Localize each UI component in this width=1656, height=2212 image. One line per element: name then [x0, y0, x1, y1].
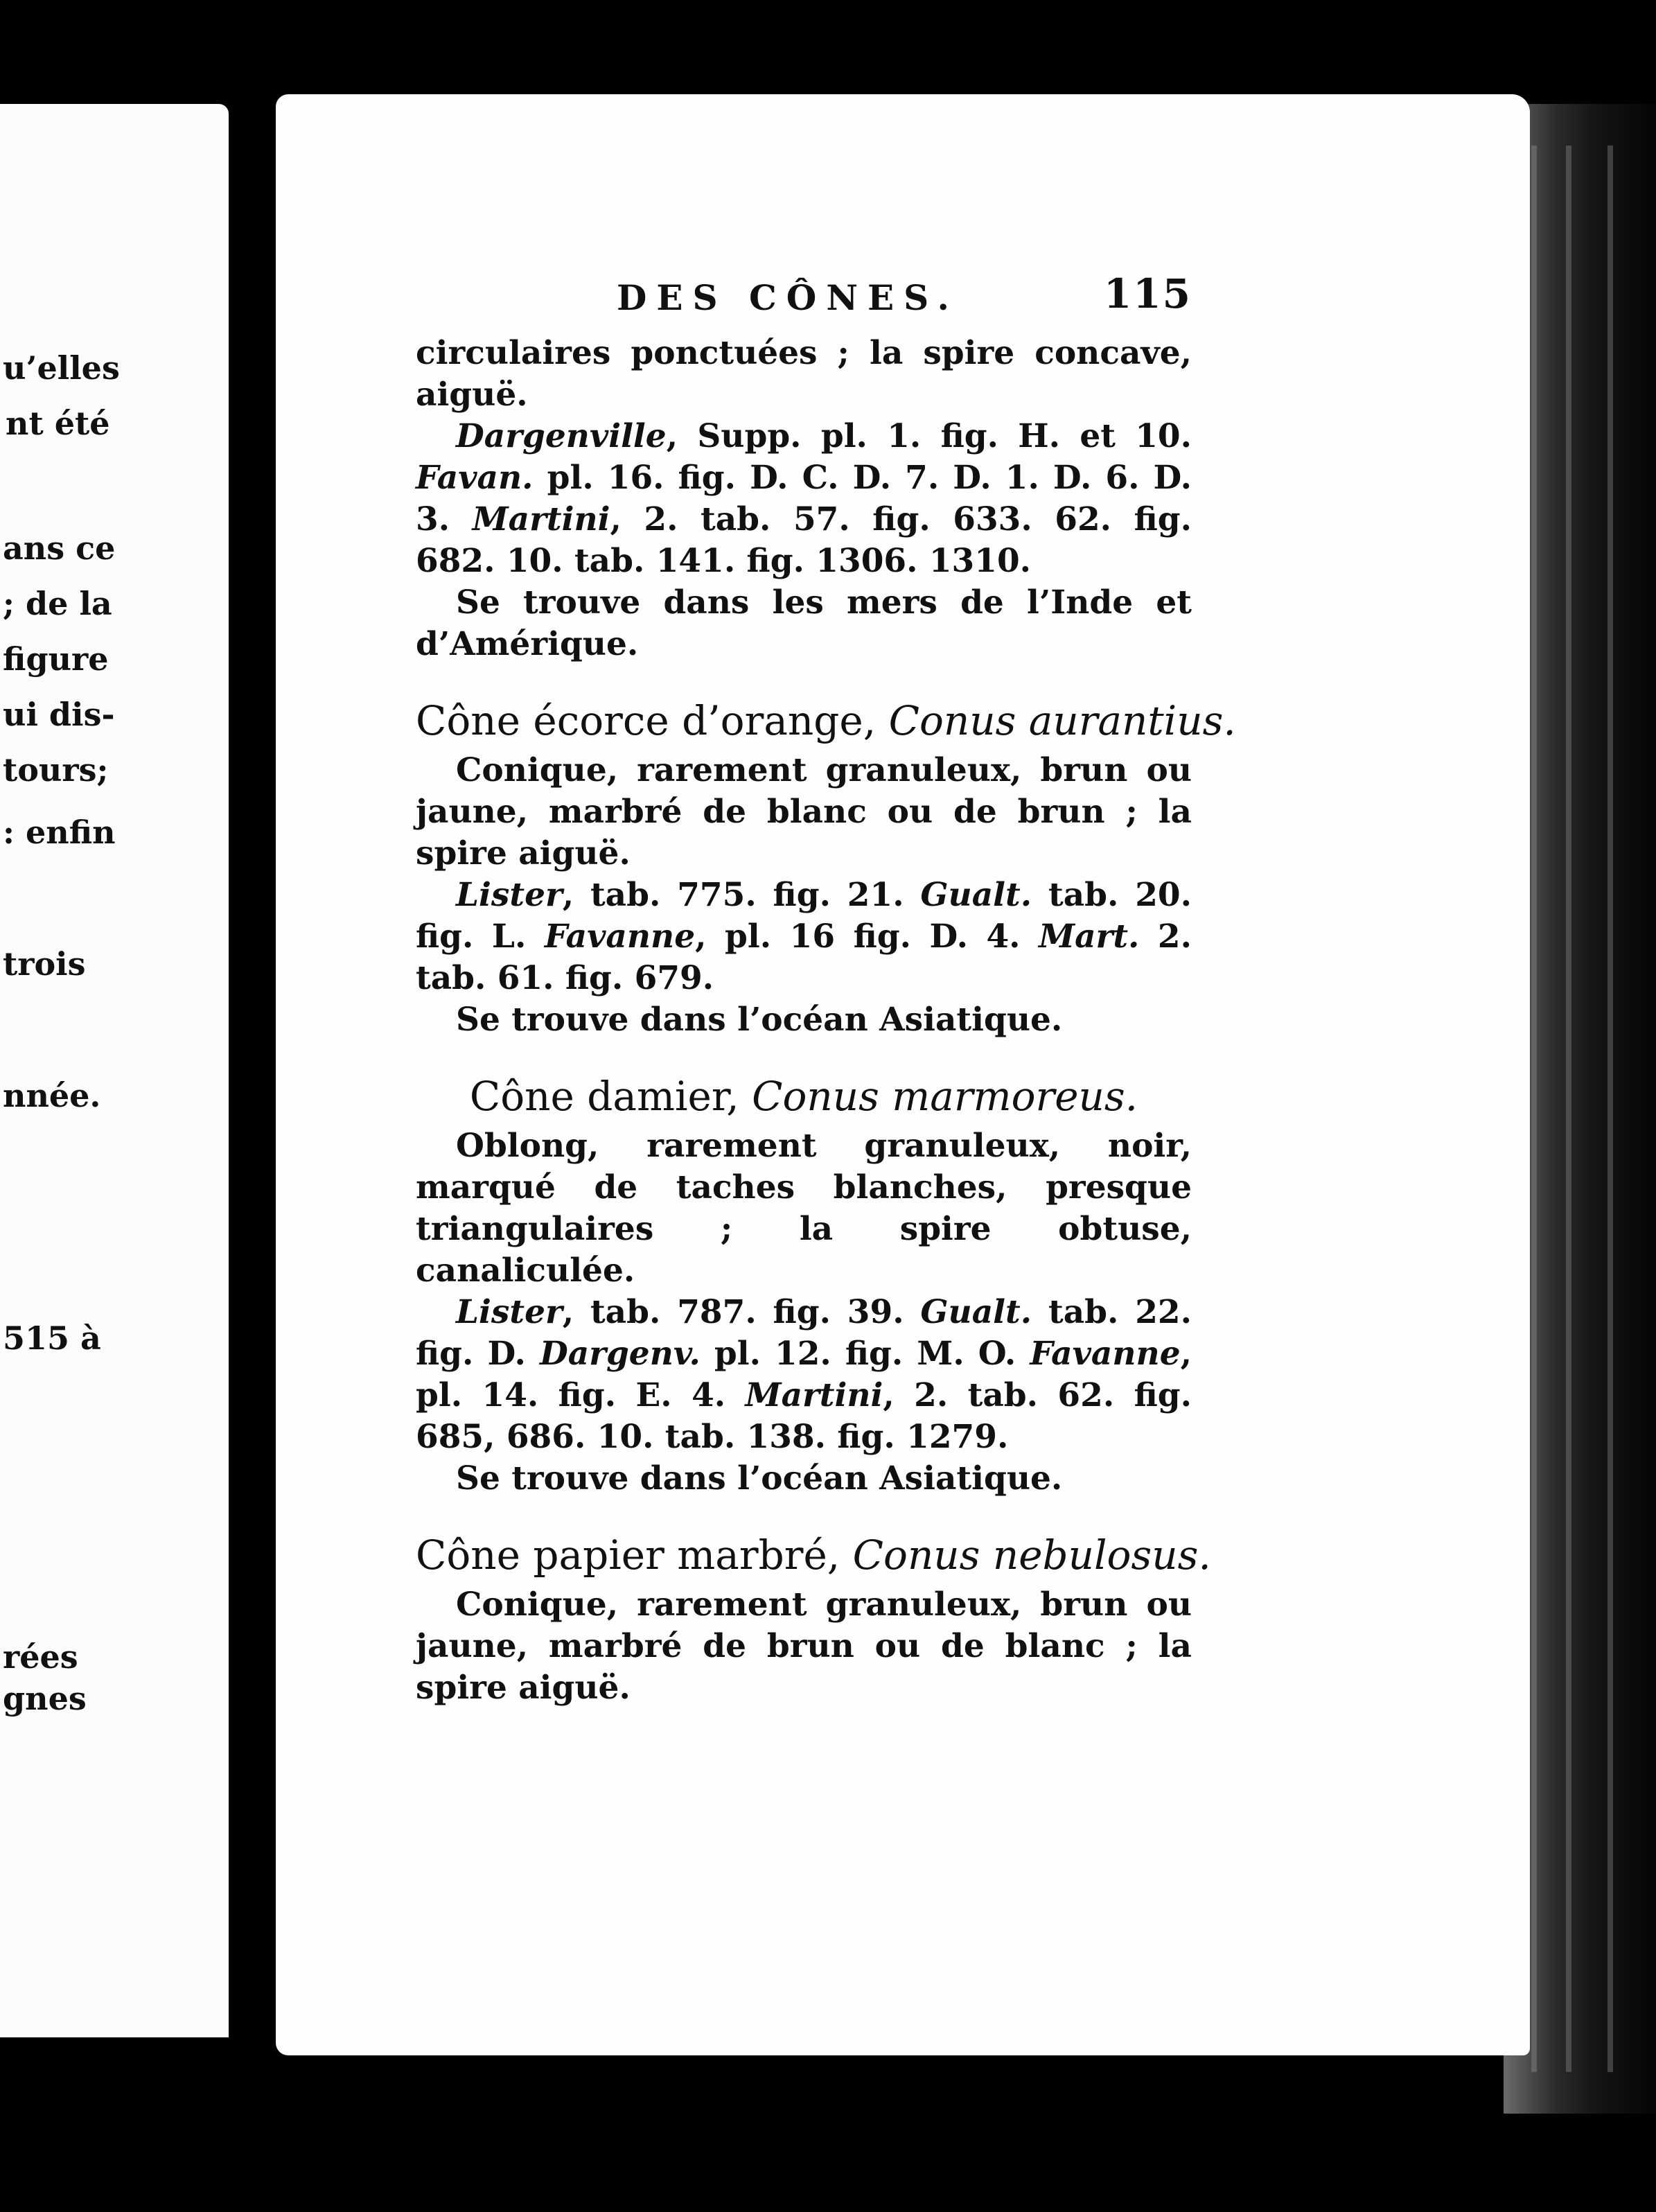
references [416, 875, 1192, 999]
habitat: Se trouve dans les mers de l’Inde et d’Amérique. [416, 583, 1192, 663]
habitat: Se trouve dans l’océan Asiatique. [456, 1001, 1063, 1039]
left-page-text: rées [3, 1638, 78, 1676]
french-name: Cône papier marbré, [416, 1531, 840, 1579]
reference-text: , pl. 16 fig. D. 4. [695, 918, 1039, 956]
reference-text: tab. 20. fig. L. [416, 876, 1192, 956]
entry-heading [416, 1529, 1211, 1581]
reference-author: Gualt. [920, 876, 1032, 914]
reference-text: , tab. 787. fig. 39. [562, 1293, 921, 1331]
references [416, 416, 1192, 582]
left-page-text: ; de la [3, 585, 112, 622]
entry-heading [416, 694, 1236, 747]
reference-author: Favanne [544, 918, 696, 956]
left-page-text: figure [3, 640, 109, 678]
left-page-text: tours; [3, 751, 109, 789]
reference-author: Dargenville [456, 417, 667, 455]
reference-author: Favanne [1030, 1335, 1181, 1373]
left-page-text: nnée. [3, 1077, 101, 1114]
reference-author: Martini [472, 500, 610, 538]
reference-text: 2. tab. 61. fig. 679. [416, 918, 1192, 997]
left-page-text: u’elles [3, 349, 120, 387]
reference-author: Gualt. [920, 1293, 1032, 1331]
left-page-fragment [0, 104, 229, 2037]
reference-author: Dargenv. [539, 1335, 701, 1373]
left-page-text: 515 à [3, 1319, 101, 1357]
latin-name: Conus nebulosus. [852, 1531, 1211, 1579]
entry-heading [416, 1070, 1192, 1123]
reference-author: Lister [456, 1293, 563, 1331]
left-page-text: nt été [6, 405, 110, 442]
habitat: Se trouve dans l’océan Asiatique. [456, 1459, 1063, 1498]
entry-description: Oblong, rarement granuleux, noir, marqué de taches blanches, presque triangulaires ; la spire obtuse, canaliculée. [416, 1127, 1192, 1290]
reference-author: Favan. [416, 459, 534, 497]
reference-text: tab. 22. fig. D. [416, 1293, 1192, 1373]
entry-description: Conique, rarement granuleux, brun ou jaune, marbré de blanc ou de brun ; la spire aiguë. [416, 751, 1192, 872]
french-name: Cône écorce d’orange, [416, 697, 877, 744]
reference-author: Martini [745, 1376, 883, 1414]
left-page-text: ui dis- [3, 696, 115, 733]
reference-text: , 2. tab. 57. fig. 633. 62. fig. 682. 10. tab. 141. fig. 1306. 1310. [416, 500, 1192, 580]
reference-text: , pl. 14. fig. E. 4. [416, 1335, 1192, 1414]
reference-author: Mart. [1039, 918, 1140, 956]
entry-description: circulaires ponctuées ; la spire concave, aiguë. [416, 334, 1192, 414]
french-name: Cône damier, [469, 1073, 739, 1120]
references [416, 1292, 1192, 1458]
left-page-text: : enfin [3, 814, 116, 851]
reference-author: Lister [456, 876, 563, 914]
reference-text: pl. 16. fig. D. C. D. 7. D. 1. D. 6. D. 3. [416, 459, 1192, 538]
left-page-text: gnes [3, 1680, 87, 1717]
running-head-title: DES CÔNES. [617, 277, 959, 318]
left-page-text: ans ce [3, 529, 116, 567]
reference-text: , 2. tab. 62. fig. 685, 686. 10. tab. 138. fig. 1279. [416, 1376, 1192, 1456]
running-head [416, 270, 1192, 333]
entry-description: Conique, rarement granuleux, brun ou jaune, marbré de brun ou de blanc ; la spire aiguë. [416, 1586, 1192, 1707]
page-number: 115 [1103, 270, 1192, 317]
page-text-block [416, 270, 1236, 1709]
reference-text: , Supp. pl. 1. fig. H. et 10. [666, 417, 1192, 455]
latin-name: Conus aurantius. [888, 697, 1236, 744]
left-page-text: trois [3, 945, 86, 983]
reference-text: , tab. 775. fig. 21. [562, 876, 921, 914]
latin-name: Conus marmoreus. [752, 1073, 1138, 1120]
reference-text: pl. 12. fig. M. O. [700, 1335, 1030, 1373]
